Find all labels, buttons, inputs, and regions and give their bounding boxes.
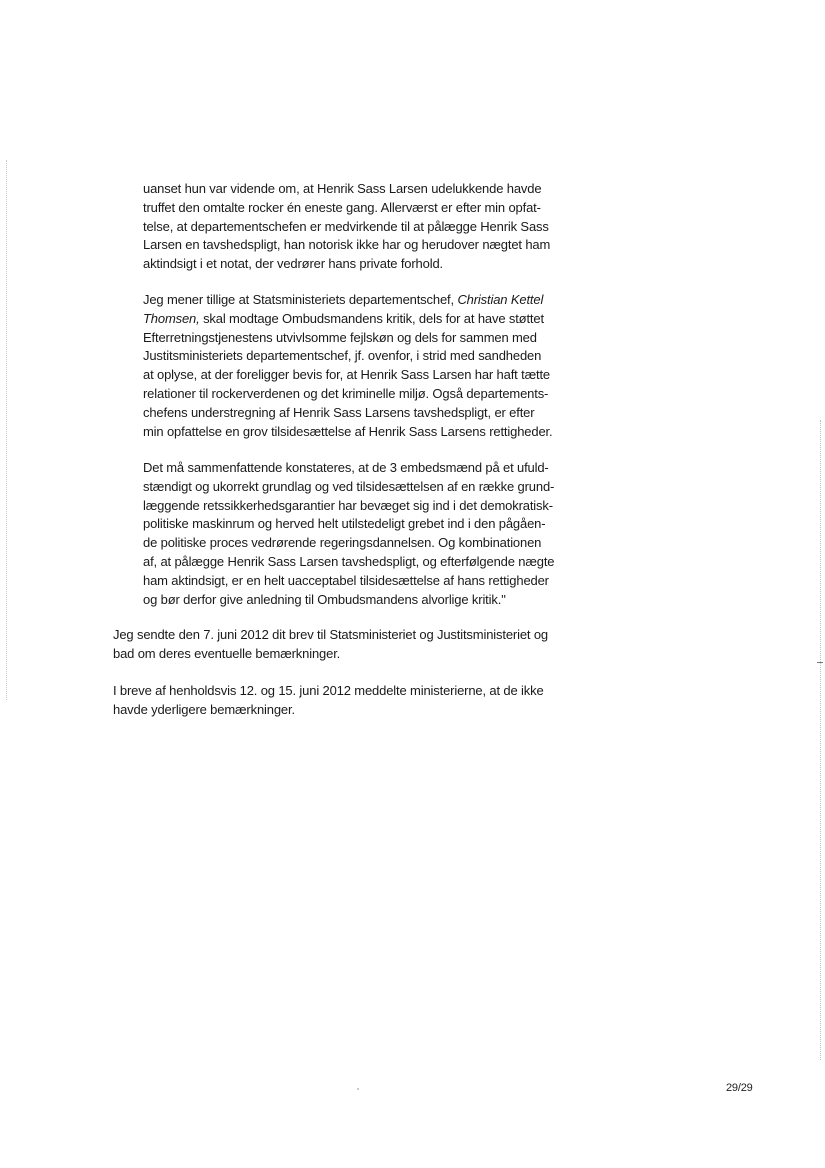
text-line (143, 310, 581, 329)
text-line: Larsen en tavshedspligt, han notorisk ikke har og herudover nægtet ham (143, 237, 551, 253)
text-line: politiske maskinrum og herved helt utilstedeligt grebet ind i den pågåen- (143, 516, 546, 532)
scan-tick-mark (817, 662, 823, 663)
body-paragraph-2 (113, 682, 583, 720)
body-paragraph-1 (113, 626, 583, 664)
text-line: bad om deres eventuelle bemærkninger. (113, 645, 341, 661)
text-line: de politiske proces vedrørende regeringsdannelsen. Og kombinationen (143, 535, 542, 551)
text-line: at oplyse, at der foreligger bevis for, at Henrik Sass Larsen har haft tætte (143, 367, 550, 383)
text-line: af, at pålægge Henrik Sass Larsen tavshedspligt, og efterfølgende nægte (143, 553, 555, 569)
text-line: Justitsministeriets departementschef, jf. ovenfor, i strid med sandheden (143, 348, 542, 364)
text-line: Jeg sendte den 7. juni 2012 dit brev til Statsministeriet og Justitsministeriet og (113, 627, 548, 642)
text-line: ham aktindsigt, er en helt uacceptabel tilsidesættelse af hans rettigheder (143, 572, 549, 588)
text-line: min opfattelse en grov tilsidesættelse af Henrik Sass Larsens rettigheder. (143, 423, 553, 439)
text-span: skal modtage Ombudsmandens kritik, dels for at have støttet (199, 310, 544, 326)
text-line: telse, at departementschefen er medvirkende til at pålægge Henrik Sass (143, 218, 549, 234)
text-line: havde yderligere bemærkninger. (113, 701, 295, 717)
text-line (143, 291, 581, 310)
page-number: 29/29 (726, 1082, 753, 1094)
text-line: Det må sammenfattende konstateres, at de 3 embedsmænd på et ufuld- (143, 460, 549, 475)
text-line: truffet den omtalte rocker én eneste gang. Allerværst er efter min opfat- (143, 199, 541, 215)
text-line: læggende retssikkerhedsgarantier har bevæget sig ind i det demokratisk- (143, 497, 553, 513)
quote-paragraph-1 (143, 180, 581, 274)
quote-paragraph-2 (143, 291, 581, 441)
person-name-italic: Thomsen, (143, 310, 200, 326)
scan-edge-right (820, 420, 821, 1060)
text-line: og bør derfor give anledning til Ombudsmandens alvorlige kritik." (143, 591, 506, 607)
scan-speck (357, 1088, 359, 1090)
scan-edge-left (6, 160, 7, 700)
text-span: Jeg mener tillige at Statsministeriets departementschef, (143, 292, 458, 307)
text-line: relationer til rockerverdenen og det kriminelle miljø. Også departements- (143, 385, 549, 401)
text-line: uanset hun var vidende om, at Henrik Sass Larsen udelukkende havde (143, 181, 542, 196)
text-line: I breve af henholdsvis 12. og 15. juni 2012 meddelte ministerierne, at de ikke (113, 683, 544, 698)
text-line: aktindsigt i et notat, der vedrører hans private forhold. (143, 256, 443, 272)
person-name-italic: Christian Kettel (457, 292, 544, 307)
text-line: stændigt og ukorrekt grundlag og ved tilsidesættelsen af en række grund- (143, 478, 555, 494)
text-line: Efterretningstjenestens utvivlsomme fejlskøn og dels for sammen med (143, 329, 537, 345)
text-line: chefens understregning af Henrik Sass Larsens tavshedspligt, er efter (143, 404, 535, 420)
quote-paragraph-3 (143, 459, 581, 609)
